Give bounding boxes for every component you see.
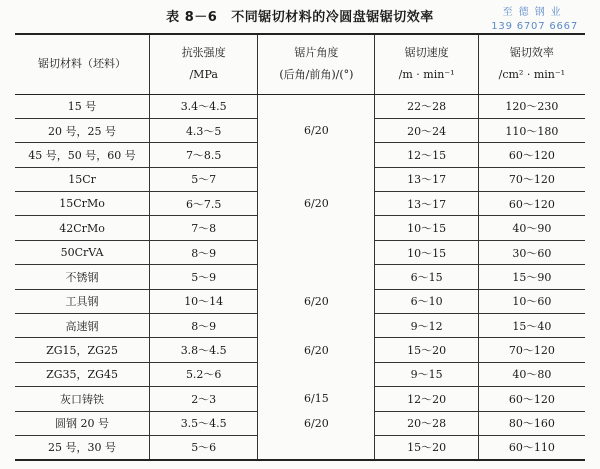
table-row <box>15 192 585 216</box>
cell-speed: 10～15 <box>375 216 478 240</box>
cell-efficiency: 40～90 <box>478 216 585 240</box>
cell-efficiency: 60～120 <box>478 387 585 411</box>
table-row <box>15 216 585 240</box>
cell-speed: 20～28 <box>375 411 478 435</box>
table-row <box>15 265 585 289</box>
header-label: 锯切速度 <box>404 46 449 60</box>
table-row <box>15 435 585 459</box>
cell-strength: 4.3～5 <box>150 118 258 142</box>
cell-angle: 6/15 <box>258 387 375 411</box>
watermark <box>491 6 578 34</box>
table-row <box>15 338 585 362</box>
cell-speed: 15～20 <box>375 435 478 459</box>
header-label: 锯片角度 <box>294 46 339 60</box>
cell-efficiency: 60～120 <box>478 143 585 167</box>
cell-strength: 5～6 <box>150 435 258 459</box>
cell-speed: 9～15 <box>375 362 478 386</box>
cell-speed: 13～17 <box>375 192 478 216</box>
cell-speed: 6～15 <box>375 265 478 289</box>
cell-efficiency: 80～160 <box>478 411 585 435</box>
cell-material: 25 号，30 号 <box>15 435 150 459</box>
cell-material: 不锈钢 <box>15 265 150 289</box>
cell-material: 15Cr <box>15 167 150 191</box>
cell-efficiency: 70～120 <box>478 338 585 362</box>
table-row <box>15 314 585 338</box>
table-caption: 不同锯切材料的冷圆盘锯锯切效率 <box>231 10 434 25</box>
cell-angle: 6/20 <box>258 338 375 362</box>
cell-material: ZG35，ZG45 <box>15 362 150 386</box>
header-label: 锯切材料（坯料） <box>38 57 127 71</box>
cell-efficiency: 60～110 <box>478 435 585 459</box>
cell-angle <box>258 240 375 264</box>
table-row <box>15 240 585 264</box>
table-number: 表 8－6 <box>166 10 218 25</box>
watermark-company: 至德钢业 <box>502 7 567 18</box>
cell-angle <box>258 362 375 386</box>
cell-material: 工具钢 <box>15 289 150 313</box>
cell-efficiency: 120～230 <box>478 94 585 118</box>
cell-speed: 15～20 <box>375 338 478 362</box>
cell-strength: 7～8 <box>150 216 258 240</box>
header-unit: /m · min⁻¹ <box>398 68 455 82</box>
cell-strength: 8～9 <box>150 240 258 264</box>
cell-material: 高速钢 <box>15 314 150 338</box>
cell-efficiency: 60～120 <box>478 192 585 216</box>
cell-strength: 5.2～6 <box>150 362 258 386</box>
cell-angle <box>258 167 375 191</box>
cell-speed: 20～24 <box>375 118 478 142</box>
cell-angle <box>258 435 375 459</box>
cell-speed: 6～10 <box>375 289 478 313</box>
header-unit: /MPa <box>189 68 218 82</box>
cell-angle: 6/20 <box>258 289 375 313</box>
cell-material: 15CrMo <box>15 192 150 216</box>
table-row <box>15 362 585 386</box>
header-angle <box>258 34 375 94</box>
cell-strength: 2～3 <box>150 387 258 411</box>
table-row <box>15 118 585 142</box>
cell-strength: 7～8.5 <box>150 143 258 167</box>
cell-efficiency: 110～180 <box>478 118 585 142</box>
header-speed <box>375 34 478 94</box>
cell-material: 15 号 <box>15 94 150 118</box>
table-row <box>15 411 585 435</box>
table-row <box>15 94 585 118</box>
cell-strength: 6～7.5 <box>150 192 258 216</box>
table-row <box>15 143 585 167</box>
header-label: 锯切效率 <box>509 46 554 60</box>
cell-angle: 6/20 <box>258 192 375 216</box>
cell-material: 灰口铸铁 <box>15 387 150 411</box>
cell-material: 45 号，50 号，60 号 <box>15 143 150 167</box>
cell-speed: 12～20 <box>375 387 478 411</box>
cell-strength: 3.8～4.5 <box>150 338 258 362</box>
header-strength <box>150 34 258 94</box>
cell-strength: 8～9 <box>150 314 258 338</box>
cell-angle <box>258 143 375 167</box>
watermark-phone: 139 6707 6667 <box>491 21 578 32</box>
table-row <box>15 167 585 191</box>
cell-angle <box>258 265 375 289</box>
cell-speed: 12～15 <box>375 143 478 167</box>
cell-efficiency: 40～80 <box>478 362 585 386</box>
header-material <box>15 34 150 94</box>
cell-angle: 6/20 <box>258 411 375 435</box>
table-row <box>15 387 585 411</box>
cell-efficiency: 15～40 <box>478 314 585 338</box>
cell-strength: 10～14 <box>150 289 258 313</box>
cell-efficiency: 30～60 <box>478 240 585 264</box>
cell-angle <box>258 216 375 240</box>
cell-strength: 3.4～4.5 <box>150 94 258 118</box>
cell-material: 50CrVA <box>15 240 150 264</box>
cell-speed: 22～28 <box>375 94 478 118</box>
cell-speed: 9～12 <box>375 314 478 338</box>
cell-strength: 5～9 <box>150 265 258 289</box>
cell-angle <box>258 94 375 118</box>
cell-speed: 13～17 <box>375 167 478 191</box>
cell-efficiency: 10～60 <box>478 289 585 313</box>
cell-strength: 3.5～4.5 <box>150 411 258 435</box>
cell-material: ZG15，ZG25 <box>15 338 150 362</box>
cell-strength: 5～7 <box>150 167 258 191</box>
cell-material: 20 号，25 号 <box>15 118 150 142</box>
cell-material: 圆钢 20 号 <box>15 411 150 435</box>
sawing-efficiency-table <box>15 33 585 461</box>
header-efficiency <box>478 34 585 94</box>
cell-speed: 10～15 <box>375 240 478 264</box>
table-row <box>15 289 585 313</box>
header-unit: (后角/前角)/(°) <box>279 68 354 82</box>
cell-angle <box>258 314 375 338</box>
cell-efficiency: 15～90 <box>478 265 585 289</box>
header-label: 抗张强度 <box>181 46 226 60</box>
cell-efficiency: 70～120 <box>478 167 585 191</box>
cell-angle: 6/20 <box>258 118 375 142</box>
cell-material: 42CrMo <box>15 216 150 240</box>
header-unit: /cm² · min⁻¹ <box>498 68 566 82</box>
header-row <box>15 34 585 94</box>
